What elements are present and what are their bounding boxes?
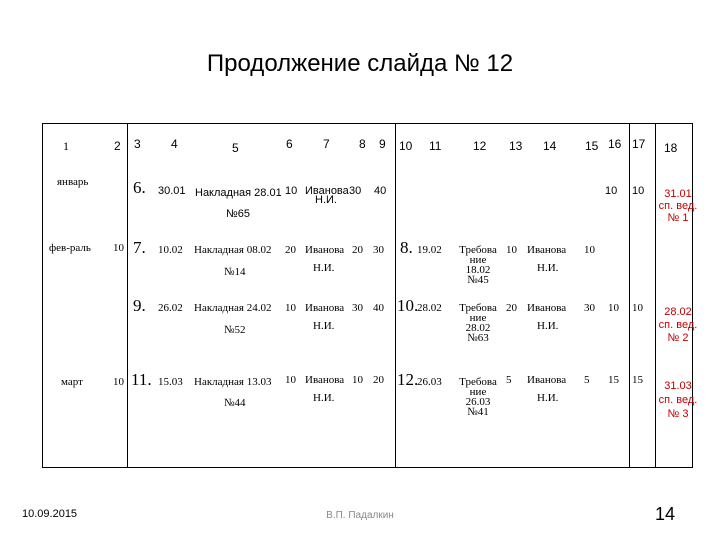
table-cell: 28.02	[417, 302, 442, 314]
table-cell: Иванова	[527, 244, 567, 256]
header-17: 17	[632, 137, 646, 151]
table-cell: ние	[469, 386, 487, 398]
table-cell: №45	[467, 274, 489, 286]
table-cell: ние	[469, 254, 487, 266]
table-cell: 28.02	[664, 306, 692, 318]
table-cell: 20	[506, 302, 517, 314]
table-cell: 20	[285, 244, 296, 256]
header-18: 18	[664, 141, 678, 155]
header-6: 6	[286, 137, 293, 151]
table-cell: Иванова	[305, 185, 349, 197]
table-cell: Накладная 13.03	[194, 376, 272, 388]
table-cell: 10	[632, 185, 645, 197]
table-cell: Накладная 08.02	[194, 244, 272, 256]
table-cell: ние	[469, 312, 487, 324]
table-cell: 9.	[133, 296, 146, 315]
table-cell: 8.	[400, 238, 413, 257]
table-cell: 26.03	[465, 396, 491, 408]
table-cell: 28.02	[465, 322, 491, 334]
header-16: 16	[608, 137, 622, 151]
slide-title: Продолжение слайда № 12	[206, 50, 514, 77]
table-cell: 15.03	[158, 376, 183, 388]
table-cell: Н.И.	[537, 262, 559, 274]
table-cell: 20	[373, 374, 384, 386]
page-number: 14	[655, 504, 676, 524]
header-11: 11	[429, 139, 442, 153]
table-cell: Н.И.	[315, 194, 337, 206]
table-cell: 5	[506, 374, 512, 386]
header-1: 1	[63, 139, 69, 153]
table-cell: 10	[113, 242, 124, 254]
table-cell: №14	[224, 266, 246, 278]
table-cell: 10.02	[158, 244, 183, 256]
table-cell: Требова	[459, 376, 497, 388]
table-cell: 10	[113, 376, 124, 388]
table-cell: №52	[224, 324, 246, 336]
table-cell: 10	[285, 374, 296, 386]
header-9: 9	[379, 137, 386, 151]
footer-author: В.П. Падалкин	[326, 510, 394, 521]
table-cell: 7.	[133, 238, 146, 257]
header-8: 8	[359, 137, 366, 151]
table-cell: № 2	[667, 332, 689, 344]
table-cell: 10	[632, 302, 643, 314]
table-cell: 15	[632, 374, 643, 386]
header-4: 4	[171, 137, 178, 151]
table-cell: Н.И.	[313, 320, 335, 332]
table-cell: Накладная 28.01	[195, 187, 282, 199]
table-cell: Н.И.	[313, 392, 335, 404]
header-12: 12	[473, 139, 487, 153]
table-cell: Иванова	[305, 244, 345, 256]
table-cell: Н.И.	[537, 392, 559, 404]
table-cell: 6.	[133, 178, 146, 197]
table-cell: 30	[349, 185, 362, 197]
table-cell: 30	[373, 244, 384, 256]
table-cell: Иванова	[527, 302, 567, 314]
header-15: 15	[585, 139, 599, 153]
table-cell: Иванова	[305, 374, 345, 386]
table-cell: 31.03	[664, 380, 692, 392]
table-cell: Требова	[459, 302, 497, 314]
table-cell: 10	[605, 185, 618, 197]
col-divider	[395, 124, 396, 467]
table-cell: Иванова	[527, 374, 567, 386]
table-cell: 30	[584, 302, 595, 314]
col-divider	[127, 124, 128, 467]
table-cell: 15	[608, 374, 619, 386]
table-cell: Требова	[459, 244, 497, 256]
header-7: 7	[323, 137, 330, 151]
table-cell: Накладная 24.02	[194, 302, 272, 314]
table-cell: Н.И.	[313, 262, 335, 274]
table-cell: 12.	[397, 370, 419, 389]
footer-date: 10.09.2015	[22, 508, 78, 520]
table-cell: Н.И.	[537, 320, 559, 332]
table-cell: сп. вед.	[658, 394, 698, 406]
table-cell: 10	[285, 302, 296, 314]
table-cell: 10	[506, 244, 517, 256]
table-cell: №41	[467, 406, 489, 418]
table-cell: 30.01	[158, 185, 186, 197]
table-cell: 11.	[131, 370, 152, 389]
table-cell: 10	[584, 244, 595, 256]
table-cell: №44	[224, 397, 246, 409]
header-14: 14	[543, 139, 557, 153]
table-cell: №65	[226, 208, 251, 220]
table-cell: 26.02	[158, 302, 183, 314]
header-3: 3	[134, 137, 141, 151]
table-cell: сп. вед.	[658, 319, 698, 331]
table-cell: 10	[608, 302, 619, 314]
table-cell: 20	[352, 244, 363, 256]
header-13: 13	[509, 139, 523, 153]
table-cell: 31.01	[664, 188, 692, 200]
table-cell: март	[61, 376, 83, 388]
table-cell: фев-раль	[49, 242, 91, 254]
table-cell: январь	[57, 176, 89, 188]
table-cell: 18.02	[465, 264, 491, 276]
table-cell: 5	[584, 374, 590, 386]
table-cell: 40	[373, 302, 384, 314]
table-cell: 40	[374, 185, 387, 197]
table-cell: сп. вед.	[658, 200, 698, 212]
table-cell: 10	[352, 374, 363, 386]
header-10: 10	[399, 139, 413, 153]
col-divider	[629, 124, 630, 467]
table-cell: 26.03	[417, 376, 442, 388]
table-cell: №63	[467, 332, 489, 344]
header-2: 2	[114, 139, 121, 153]
table-cell: 10.	[397, 296, 419, 315]
table-cell: 30	[352, 302, 363, 314]
ledger-table	[42, 123, 698, 468]
table-cell: № 1	[667, 212, 689, 224]
table-cell: 10	[285, 185, 298, 197]
table-cell: Иванова	[305, 302, 345, 314]
header-5: 5	[232, 141, 239, 155]
table-cell: 19.02	[417, 244, 442, 256]
table-cell: № 3	[667, 408, 689, 420]
